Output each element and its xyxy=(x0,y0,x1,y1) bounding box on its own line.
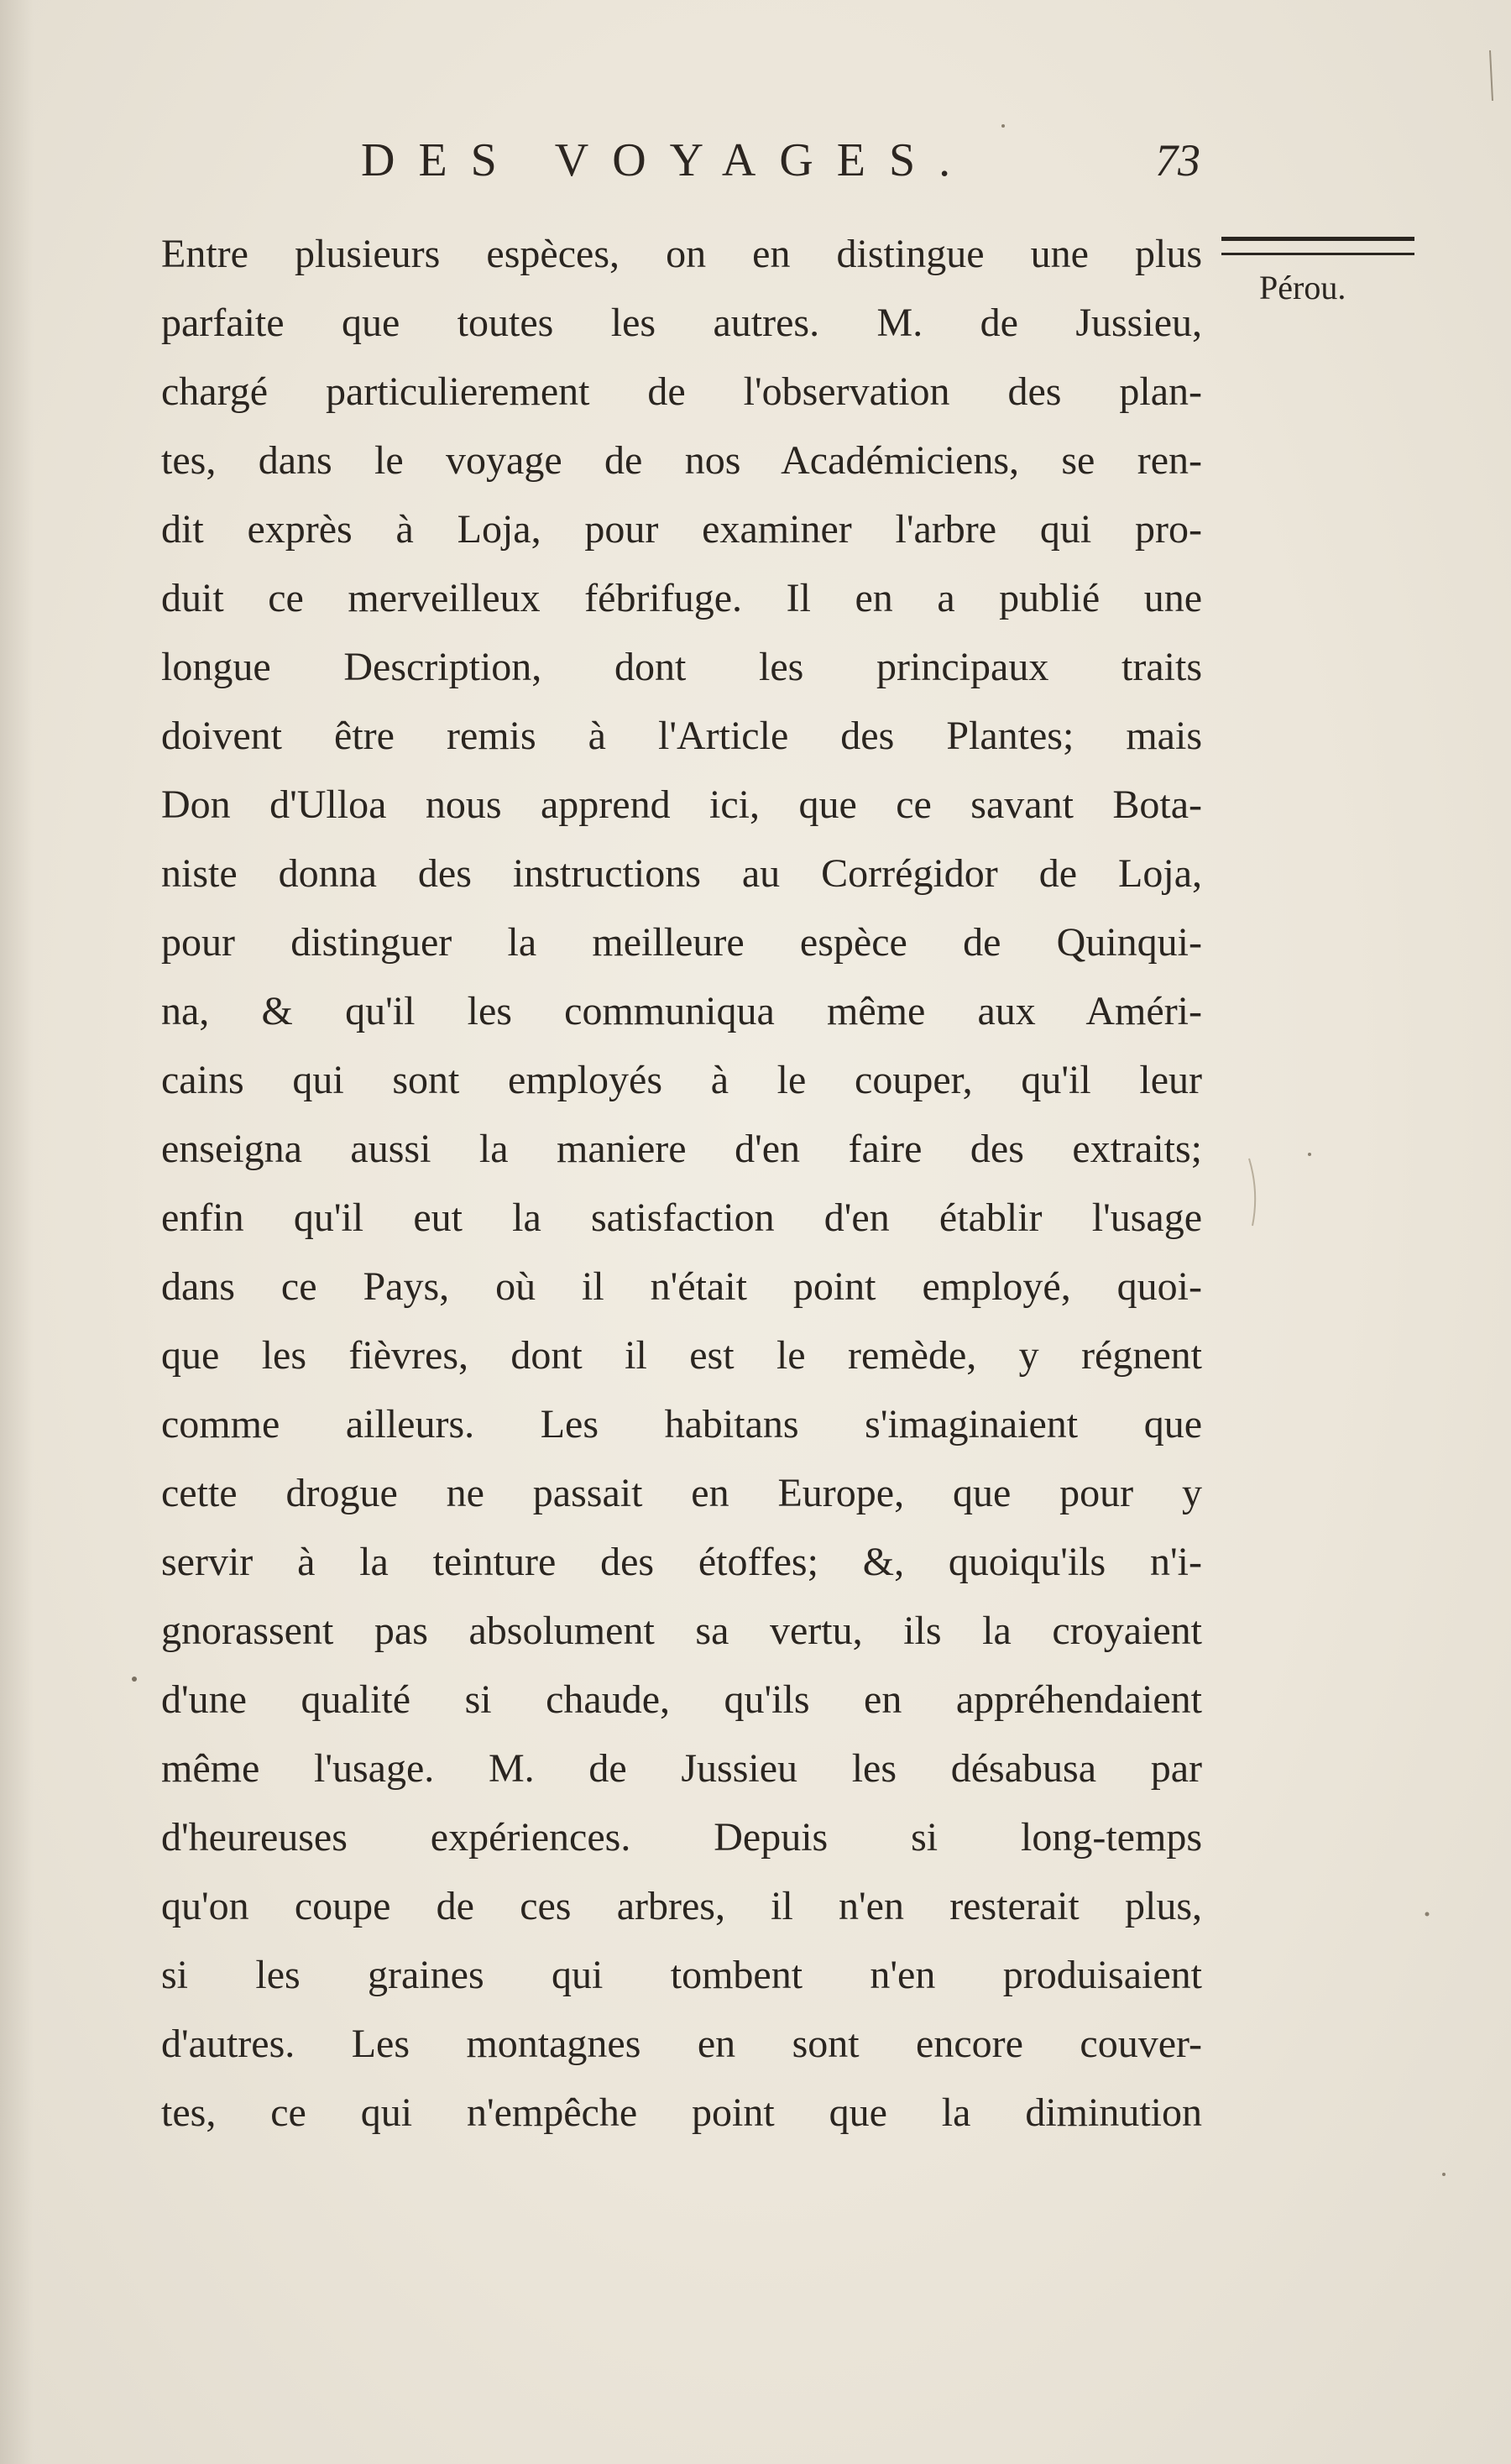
text-line: pour distinguer la meilleure espèce de Quinqui- xyxy=(161,920,1202,965)
text-line: d'heureuses expériences. Depuis si long-temps xyxy=(161,1815,1202,1860)
text-line: longue Description, dont les principaux traits xyxy=(161,645,1202,689)
text-line: gnorassent pas absolument sa vertu, ils la croyaient xyxy=(161,1609,1202,1653)
text-line: na, & qu'il les communiqua même aux Améri- xyxy=(161,989,1202,1033)
paper-crease xyxy=(1490,50,1493,101)
text-line: qu'on coupe de ces arbres, il n'en resterait plus, xyxy=(161,1884,1202,1928)
text-line: niste donna des instructions au Corrégidor de Loja, xyxy=(161,851,1202,896)
text-line: tes, ce qui n'empêche point que la diminution xyxy=(161,2090,1202,2135)
gutter-shadow xyxy=(0,0,34,2464)
margin-rule xyxy=(1221,237,1414,255)
text-line: dans ce Pays, où il n'était point employé, quoi- xyxy=(161,1264,1202,1309)
paper-speck xyxy=(1308,1153,1311,1156)
running-head xyxy=(159,126,1200,193)
page-number: 73 xyxy=(1155,135,1200,186)
paper-speck xyxy=(1442,2173,1446,2176)
text-line: servir à la teinture des étoffes; &, quoiqu'ils n'i- xyxy=(161,1540,1202,1584)
text-line: comme ailleurs. Les habitans s'imaginaient que xyxy=(161,1402,1202,1446)
text-line: cette drogue ne passait en Europe, que pour y xyxy=(161,1471,1202,1515)
text-line: enseigna aussi la maniere d'en faire des extraits; xyxy=(161,1127,1202,1171)
body-text xyxy=(161,220,1202,2147)
running-title: DES VOYAGES. xyxy=(361,134,975,186)
text-line: doivent être remis à l'Article des Plantes; mais xyxy=(161,714,1202,758)
text-line: Entre plusieurs espèces, on en distingue une plus xyxy=(161,232,1202,276)
text-line: enfin qu'il eut la satisfaction d'en établir l'usage xyxy=(161,1195,1202,1240)
text-line: même l'usage. M. de Jussieu les désabusa par xyxy=(161,1746,1202,1791)
text-line: tes, dans le voyage de nos Académiciens, se ren- xyxy=(161,438,1202,483)
text-line: que les fièvres, dont il est le remède, y régnent xyxy=(161,1333,1202,1378)
paper-crease xyxy=(1249,1159,1255,1226)
text-line: parfaite que toutes les autres. M. de Jussieu, xyxy=(161,301,1202,345)
text-line: si les graines qui tombent n'en produisaient xyxy=(161,1953,1202,1997)
paper-speck xyxy=(1425,1912,1430,1917)
text-line: chargé particulierement de l'observation des plan- xyxy=(161,369,1202,414)
text-line: cains qui sont employés à le couper, qu'il leur xyxy=(161,1058,1202,1102)
text-line: Don d'Ulloa nous apprend ici, que ce savant Bota- xyxy=(161,782,1202,827)
paper-speck xyxy=(132,1677,137,1682)
margin-note: Pérou. xyxy=(1259,269,1346,306)
text-line: d'autres. Les montagnes en sont encore couver- xyxy=(161,2022,1202,2066)
text-line: d'une qualité si chaude, qu'ils en appréhendaient xyxy=(161,1677,1202,1722)
text-line: duit ce merveilleux fébrifuge. Il en a publié une xyxy=(161,576,1202,620)
text-line: dit exprès à Loja, pour examiner l'arbre qui pro- xyxy=(161,507,1202,552)
